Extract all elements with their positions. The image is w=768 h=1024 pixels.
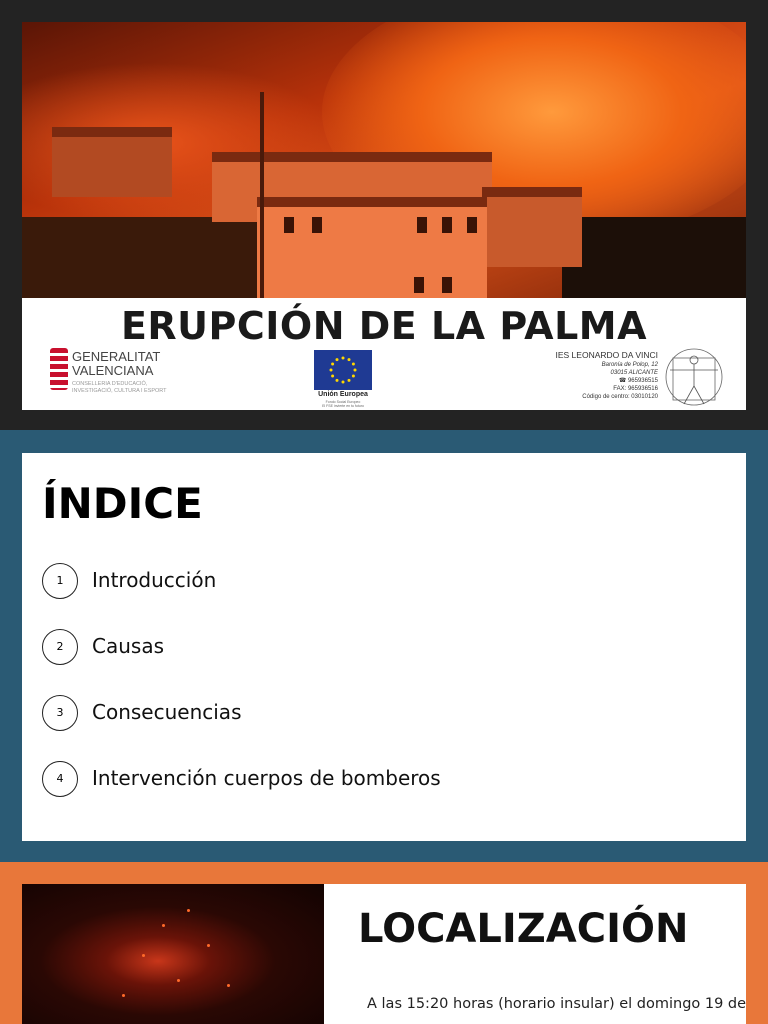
spark xyxy=(162,924,165,927)
slide-index xyxy=(0,430,768,862)
utility-pole xyxy=(260,92,264,298)
slide-location xyxy=(0,862,768,1024)
window xyxy=(414,277,424,293)
spark xyxy=(142,954,145,957)
generalitat-sub2: INVESTIGACIÓ, CULTURA I ESPORT xyxy=(72,388,167,394)
index-number-badge: 1 xyxy=(42,563,78,599)
generalitat-line1: GENERALITAT xyxy=(72,349,161,364)
window xyxy=(442,277,452,293)
index-item[interactable] xyxy=(42,563,642,599)
index-item-label: Introducción xyxy=(92,568,217,592)
eu-sub1: Fondo Social Europeo xyxy=(325,400,361,404)
eu-logo xyxy=(314,350,374,410)
index-number-badge: 3 xyxy=(42,695,78,731)
ies-name: IES LEONARDO DA VINCI xyxy=(555,350,658,360)
window xyxy=(467,217,477,233)
hillside-right xyxy=(562,217,746,298)
ies-fax: FAX: 965936516 xyxy=(613,386,658,392)
location-title: LOCALIZACIÓN xyxy=(358,906,689,952)
hillside xyxy=(22,217,272,298)
spark xyxy=(177,979,180,982)
eruption-photo xyxy=(22,884,324,1024)
index-item[interactable] xyxy=(42,695,642,731)
eu-stars-icon xyxy=(314,350,372,390)
title-band xyxy=(22,298,746,410)
generalitat-logo xyxy=(50,348,200,408)
index-item[interactable] xyxy=(42,761,642,797)
ies-city: 03015 ALICANTE xyxy=(610,370,658,376)
window xyxy=(312,217,322,233)
generalitat-sub1: CONSELLERIA D'EDUCACIÓ, xyxy=(72,381,148,387)
index-item[interactable] xyxy=(42,629,642,665)
page-title: ERUPCIÓN DE LA PALMA xyxy=(120,304,648,348)
house-right xyxy=(482,187,582,267)
location-card xyxy=(22,884,746,1024)
index-number-badge: 2 xyxy=(42,629,78,665)
generalitat-emblem-icon xyxy=(50,348,68,390)
index-item-label: Causas xyxy=(92,634,164,658)
ies-phone: ☎ 965936515 xyxy=(618,378,658,384)
index-item-label: Intervención cuerpos de bomberos xyxy=(92,766,441,790)
spark xyxy=(187,909,190,912)
vitruvian-man-icon xyxy=(664,346,724,408)
index-title: ÍNDICE xyxy=(42,479,203,528)
house-front xyxy=(257,197,487,298)
window xyxy=(284,217,294,233)
spark xyxy=(227,984,230,987)
ies-code: Código de centro: 03010120 xyxy=(582,394,658,400)
generalitat-line2: VALENCIANA xyxy=(72,363,154,378)
house-left xyxy=(52,127,172,197)
eu-name: Unión Europea xyxy=(318,391,368,398)
window xyxy=(417,217,427,233)
index-card xyxy=(22,453,746,841)
index-item-label: Consecuencias xyxy=(92,700,242,724)
location-text: A las 15:20 horas (horario insular) el domingo 19 de xyxy=(367,996,746,1012)
ies-address-block xyxy=(522,350,658,401)
spark xyxy=(207,944,210,947)
spark xyxy=(122,994,125,997)
window xyxy=(442,217,452,233)
eu-sub2: El FSE invierte en tu futuro xyxy=(322,404,364,408)
slide-cover xyxy=(0,0,768,430)
lava-houses-photo xyxy=(22,22,746,298)
ies-address: Baronía de Polop, 12 xyxy=(601,362,658,368)
index-number-badge: 4 xyxy=(42,761,78,797)
